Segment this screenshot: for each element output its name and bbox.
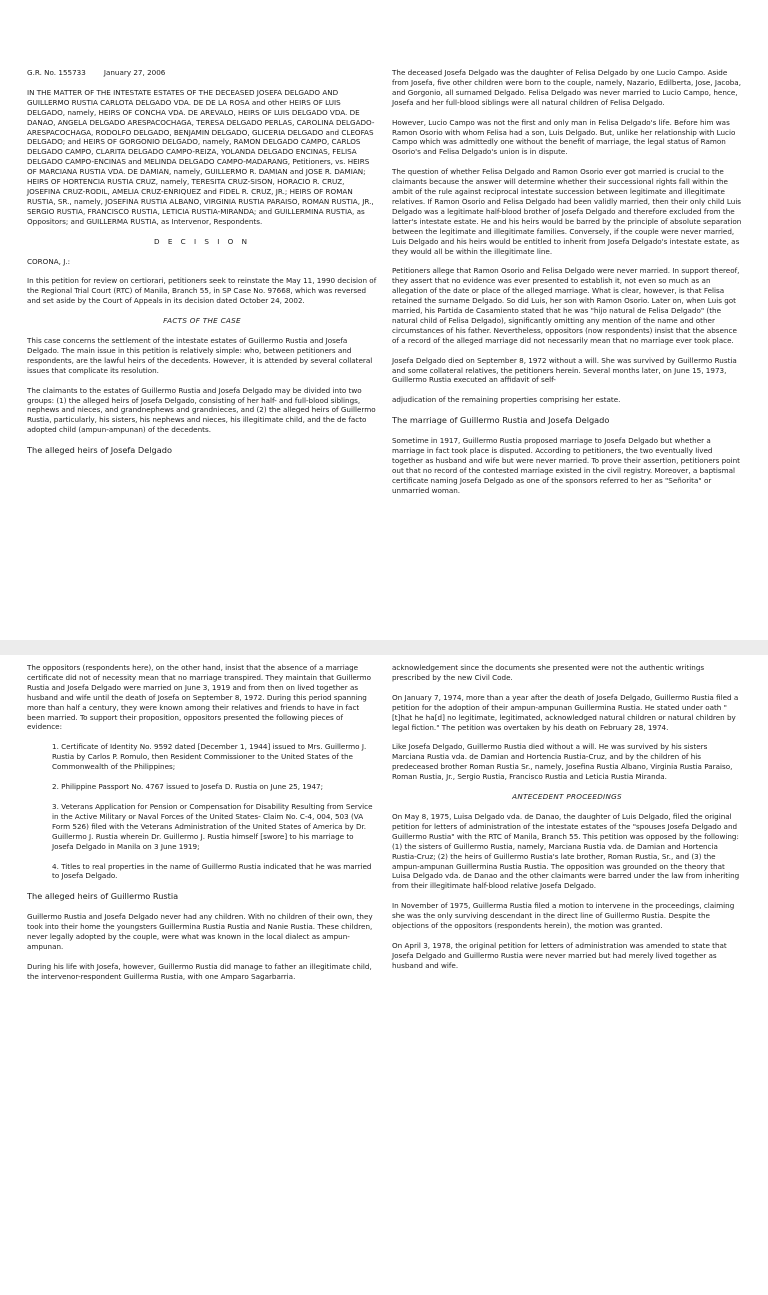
paragraph: CORONA, J.:: [27, 256, 71, 266]
paragraph: acknowledgement since the documents she presented were not the authentic writings prescribed by the new Civil Code.: [392, 663, 705, 682]
evidence-list-item: 1. Certificate of Identity No. 9592 dated [December 1, 1944] issued to Mrs. Guillermo J. Rustia by Carlos P. Romulo, then Resident Commissioner to the United States of the Commonwealth of the Philippines;: [52, 742, 367, 772]
paragraph: However, Lucio Campo was not the first and only man in Felisa Delgado's life. Before him was Ramon Osorio with whom Felisa had a son, Luis Delgado. But, unlike her relationship with Lucio Campo which was admittedly one without the benefit of marriage, the legal status of Ramon Osorio's and Felisa Delgado's union is in dispute.: [392, 117, 736, 157]
paragraph: Petitioners allege that Ramon Osorio and Felisa Delgado were never married. In support thereof, they assert that no evidence was ever presented to establish it, not even so much as an allegation of the date or place of the alleged marriage. What is clear, however, is that Felisa retained the surname Delgado. So did Luis, her son with Ramon Osorio. Later on, when Luis got married, his Partida de Casamiento stated that he was "hijo natural de Felisa Delgado" (the natural child of Felisa Delgado), significantly omitting any mention of the name and other circumstances of his father. Nevertheless, oppositors (now respondents) insist that the absence of a record of the alleged marriage did not necessarily mean that no marriage ever took place.: [392, 266, 740, 345]
paragraph: The question of whether Felisa Delgado and Ramon Osorio ever got married is crucial to the claimants because the answer will determine whether their successional rights fall within the ambit of the rule against reciprocal intestate succession between legitimate and illegitimate relatives. If Ramon Osorio and Felisa Delgado had been validly married, then their only child Luis Delgado was a legitimate half-blood brother of Josefa Delgado and therefore excluded from the latter's intestate estate. He and his heirs would be barred by the principle of absolute separation between the legitimate and illegitimate families. Conversely, if the couple were never married, Luis Delgado and his heirs would be entitled to inherit from Josefa Delgado's intestate estate, as they would all be within the illegitimate line.: [392, 167, 742, 256]
paragraph: adjudication of the remaining properties comprising her estate.: [392, 395, 621, 405]
page-separator: [0, 640, 768, 655]
page2-right-column: [392, 663, 742, 981]
evidence-list-item: 2. Philippine Passport No. 4767 issued to Josefa D. Rustia on June 25, 1947;: [52, 782, 324, 792]
paragraph: Josefa Delgado died on September 8, 1972 without a will. She was survived by Guillermo Rustia and some collateral relatives, the petitioners herein. Several months later, on June 15, 1973, Guillermo Rustia executed an affidavit of self-: [392, 355, 737, 385]
paragraph: The oppositors (respondents here), on the other hand, insist that the absence of a marriage certificate did not of necessity mean that no marriage transpired. They maintain that Guillermo Rustia and Josefa Delgado were married on June 3, 1919 and from then on lived together as husband and wife until the death of Josefa on September 8, 1972. During this period spanning more than half a century, they were known among their relatives and friends to have in fact been married. To support their proposition, oppositors presented the following pieces of evidence:: [27, 663, 372, 732]
paragraph: Sometime in 1917, Guillermo Rustia proposed marriage to Josefa Delgado but whether a marriage in fact took place is disputed. According to petitioners, the two eventually lived together as husband and wife but were never married. To prove their assertion, petitioners point out that no record of the contested marriage existed in the civil registry. Moreover, a baptismal certificate naming Josefa Delgado as one of the sponsors referred to her as "Señorita" or unmarried woman.: [392, 436, 740, 495]
document-page-2: [0, 655, 768, 1295]
subsection-heading: The marriage of Guillermo Rustia and Josefa Delgado: [392, 415, 610, 426]
paragraph: Guillermo Rustia and Josefa Delgado never had any children. With no children of their own, they took into their home the youngsters Guillermina Rustia Rustia and Nanie Rustia. These children, never legally adopted by the couple, were what was known in the local dialect as ampun-ampunan.: [27, 912, 373, 952]
case-date: January 27, 2006: [103, 68, 166, 77]
evidence-list-item: 4. Titles to real properties in the name of Guillermo Rustia indicated that he was married to Josefa Delgado.: [52, 861, 372, 881]
section-heading: ANTECEDENT PROCEEDINGS: [512, 792, 622, 802]
page1-right-column: [392, 68, 742, 506]
case-number: G.R. No. 155733: [27, 68, 86, 77]
case-header: [27, 68, 377, 78]
paragraph: The deceased Josefa Delgado was the daughter of Felisa Delgado by one Lucio Campo. Aside from Josefa, five other children were born to the couple, namely, Nazario, Edilberta, Jose, Jacoba, and Gorgonio, all surnamed Delgado. Felisa Delgado was never married to Lucio Campo, hence, Josefa and her full-blood siblings were all natural children of Felisa Delgado.: [392, 68, 741, 107]
evidence-list-item: 3. Veterans Application for Pension or Compensation for Disability Resulting from Service in the Active Military or Naval Forces of the United States- Claim No. C-4, 004, 503 (VA Form 526) filed with the Veterans Administration of the United States of America by Dr. Guillermo J. Rustia wherein Dr. Guillermo J. Rustia himself [swore] to his marriage to Josefa Delgado in Manila on 3 June 1919;: [52, 801, 373, 851]
paragraph: On January 7, 1974, more than a year after the death of Josefa Delgado, Guillermo Rustia filed a petition for the adoption of their ampun-ampunan Guillermina Rustia. He stated under oath "[t]hat he ha[d] no legitimate, legitimated, acknowledged natural children or natural children by legal fiction." The petition was overtaken by his death on February 28, 1974.: [392, 692, 739, 732]
paragraph: This case concerns the settlement of the intestate estates of Guillermo Rustia and Josefa Delgado. The main issue in this petition is relatively simple: who, between petitioners and respondents, are the lawful heirs of the decedents. However, it is attended by several collateral issues that complicate its resolution.: [27, 336, 373, 375]
paragraph: In this petition for review on certiorari, petitioners seek to reinstate the May 11, 1990 decision of the Regional Trial Court (RTC) of Manila, Branch 55, in SP Case No. 97668, which was reversed and set aside by the Court of Appeals in its decision dated October 24, 2002.: [27, 276, 377, 306]
subsection-heading: The alleged heirs of Guillermo Rustia: [27, 891, 179, 902]
paragraph: Like Josefa Delgado, Guillermo Rustia died without a will. He was survived by his sisters Marciana Rustia vda. de Damian and Hortencia Rustia-Cruz, and by the children of his predeceased brother Roman Rustia Sr., namely, Josefina Rustia Albano, Virginia Rustia Paraiso, Roman Rustia, Jr., Sergio Rustia, Francisco Rustia and Leticia Rustia Miranda.: [392, 742, 733, 782]
page1-left-column: [27, 68, 377, 466]
subsection-heading: The alleged heirs of Josefa Delgado: [27, 445, 172, 456]
document-page-1: [0, 0, 768, 640]
paragraph: The claimants to the estates of Guillermo Rustia and Josefa Delgado may be divided into two groups: (1) the alleged heirs of Josefa Delgado, consisting of her half- and full-blood siblings, nephews and nieces, and grandnephews and grandnieces, and (2) the alleged heirs of Guillermo Rustia, particularly, his sisters, his nephews and nieces, his illegitimate child, and the de facto adopted child (ampun-ampunan) of the decedents.: [27, 385, 376, 435]
section-heading: FACTS OF THE CASE: [163, 316, 241, 326]
paragraph: On May 8, 1975, Luisa Delgado vda. de Danao, the daughter of Luis Delgado, filed the original petition for letters of administration of the intestate estates of the "spouses Josefa Delgado and Guillermo Rustia" with the RTC of Manila, Branch 55. This petition was opposed by the following: (1) the sisters of Guillermo Rustia, namely, Marciana Rustia vda. de Damian and Hortencia Rustia-Cruz; (2) the heirs of Guillermo Rustia's late brother, Roman Rustia, Sr., and (3) the ampun-ampunan Guillermina Rustia Rustia. The opposition was grounded on the theory that Luisa Delgado vda. de Danao and the other claimants were barred under the law from inheriting from their illegitimate half-blood relative Josefa Delgado.: [392, 811, 740, 891]
page2-left-column: [27, 663, 377, 992]
paragraph: IN THE MATTER OF THE INTESTATE ESTATES OF THE DECEASED JOSEFA DELGADO AND GUILLERMO RUSTIA CARLOTA DELGADO VDA. DE DE LA ROSA and other HEIRS OF LUIS DELGADO, namely, HEIRS OF CONCHA VDA. DE AREVALO, HEIRS OF LUIS DELGADO VDA. DE DANAO, ANGELA DELGADO ARESPACOCHAGA, TERESA DELGADO PERLAS, CAROLINA DELGADO-ARESPACOCHAGA, RODOLFO DELGADO, BENJAMIN DELGADO, GLICERIA DELGADO and CLEOFAS DELGADO; and HEIRS OF GORGONIO DELGADO, namely, RAMON DELGADO CAMPO, CARLOS DELGADO CAMPO, CLARITA DELGADO CAMPO-REIZA, YOLANDA DELGADO ENCINAS, FELISA DELGADO CAMPO-ENCINAS and MELINDA DELGADO CAMPO-MADARANG, Petitioners, vs. HEIRS OF MARCIANA RUSTIA VDA. DE DAMIAN, namely, GUILLERMO R. DAMIAN and JOSE R. DAMIAN; HEIRS OF HORTENCIA RUSTIA CRUZ, namely, TERESITA CRUZ-SISON, HORACIO R. CRUZ, JOSEFINA CRUZ-RODIL, AMELIA CRUZ-ENRIQUEZ and FIDEL R. CRUZ, JR.; HEIRS OF ROMAN RUSTIA, SR., namely, JOSEFINA RUSTIA ALBANO, VIRGINIA RUSTIA PARAISO, ROMAN RUSTIA, JR., SERGIO RUSTIA, FRANCISCO RUSTIA, LETICIA RUSTIA-MIRANDA; and GUILLERMINA RUSTIA, as Oppositors; and GUILLERMA RUSTIA, as Intervenor, Respondents.: [27, 87, 375, 226]
paragraph: In November of 1975, Guillerma Rustia filed a motion to intervene in the proceedings, claiming she was the only surviving descendant in the direct line of Guillermo Rustia. Despite the objections of the oppositors (respondents herein), the motion was granted.: [392, 901, 735, 931]
paragraph: On April 3, 1978, the original petition for letters of administration was amended to state that Josefa Delgado and Guillermo Rustia were never married but had merely lived together as husband and wife.: [392, 940, 727, 970]
decision-heading: D E C I S I O N: [154, 236, 250, 246]
paragraph: During his life with Josefa, however, Guillermo Rustia did manage to father an illegitimate child, the intervenor-respondent Guillerma Rustia, with one Amparo Sagarbarria.: [27, 961, 372, 981]
